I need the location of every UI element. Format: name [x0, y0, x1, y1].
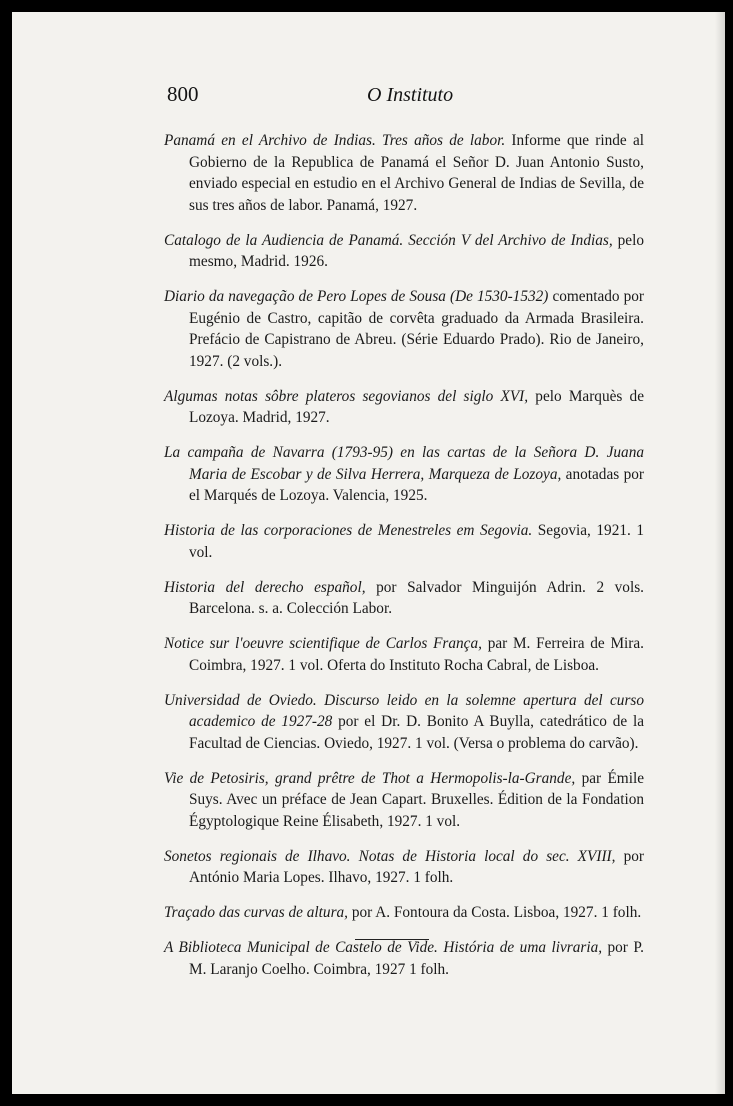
- entry-details: pelo mesmo, Madrid. 1926.: [189, 231, 644, 270]
- entry-title: Historia de las corporaciones de Menestreles em Segovia.: [164, 522, 533, 539]
- entry-title: Notice sur l'oeuvre scientifique de Carlos França,: [164, 635, 482, 652]
- entry-title: Panamá en el Archivo de Indias. Tres años de labor.: [164, 132, 506, 149]
- entry-title: Traçado das curvas de altura,: [164, 904, 348, 921]
- entry-details: pelo Marquès de Lozoya. Madrid, 1927.: [189, 387, 644, 426]
- entry-details: por António Maria Lopes. Ilhavo, 1927. 1 folh.: [189, 847, 644, 886]
- entry-details: comentado por Eugénio de Castro, capitão de corvêta graduado da Armada Brasileira. Prefácio de Capistrano de Abreu. (Série Eduardo Prado). Rio de Janeiro, 1927. (2 vols.).: [189, 288, 645, 370]
- bibliography-list: [164, 130, 644, 994]
- entry-details: por A. Fontoura da Costa. Lisboa, 1927. 1 folh.: [348, 904, 642, 921]
- entry-details: Informe que rinde al Gobierno de la Republica de Panamá el Señor D. Juan Antonio Susto, enviado especial en estudio en el Archivo General de Indias de Sevilla, de sus tres años de labor. Panamá, 1927.: [189, 132, 644, 214]
- bibliography-entry: [164, 690, 644, 755]
- entry-title: Catalogo de la Audiencia de Panamá. Sección V del Archivo de Indias,: [164, 231, 613, 249]
- bibliography-entry: [164, 937, 644, 980]
- end-rule-divider: [355, 939, 429, 940]
- entry-details: par Émile Suys. Avec un préface de Jean Capart. Bruxelles. Édition de la Fondation Égyptologique Reine Élisabeth, 1927. 1 vol.: [189, 769, 644, 830]
- entry-details: par M. Ferreira de Mira. Coimbra, 1927. 1 vol. Oferta do Instituto Rocha Cabral, de Lisboa.: [189, 635, 645, 674]
- bibliography-entry: [164, 386, 644, 429]
- bibliography-entry: [164, 442, 644, 507]
- entry-title: Universidad de Oviedo. Discurso leido en la solemne apertura del curso academico de 1927-28: [164, 691, 644, 730]
- book-page: [12, 12, 725, 1094]
- entry-title: Diario da navegação de Pero Lopes de Sousa (De 1530-1532): [164, 288, 549, 305]
- bibliography-entry: [164, 520, 644, 563]
- entry-title: Algumas notas sôbre plateros segovianos del siglo XVI,: [164, 387, 529, 405]
- page-number: 800: [167, 82, 199, 106]
- entry-details: por el Dr. D. Bonito A Buylla, catedrático de la Facultad de Ciencias. Oviedo, 1927. 1 vol. (Versa o problema do carvão).: [189, 713, 644, 752]
- entry-details: por Salvador Minguijón Adrin. 2 vols. Barcelona. s. a. Colección Labor.: [189, 578, 644, 617]
- page-header: [167, 82, 647, 112]
- bibliography-entry: [164, 286, 644, 372]
- bibliography-entry: [164, 230, 644, 273]
- entry-title: Historia del derecho español,: [164, 578, 366, 596]
- bibliography-entry: [164, 577, 644, 620]
- bibliography-entry: [164, 633, 644, 676]
- bibliography-entry: [164, 768, 644, 833]
- entry-title: A Biblioteca Municipal de Castelo de Vide. História de uma livraria,: [164, 939, 603, 956]
- entry-details: por P. M. Laranjo Coelho. Coimbra, 1927 1 folh.: [189, 939, 644, 978]
- bibliography-entry: [164, 130, 644, 216]
- bibliography-entry: [164, 846, 644, 889]
- page-edge-shadow: [715, 12, 725, 1094]
- entry-title: Sonetos regionais de Ilhavo. Notas de Historia local do sec. XVIII,: [164, 847, 616, 865]
- entry-details: anotadas por el Marqués de Lozoya. Valencia, 1925.: [189, 465, 644, 504]
- running-title: O Instituto: [367, 84, 454, 106]
- entry-title: La campaña de Navarra (1793-95) en las cartas de la Señora D. Juana Maria de Escobar y de Silva Herrera, Marqueza de Lozoya,: [164, 444, 644, 483]
- bibliography-entry: [164, 902, 644, 924]
- entry-details: Segovia, 1921. 1 vol.: [189, 522, 644, 561]
- entry-title: Vie de Petosiris, grand prêtre de Thot a Hermopolis-la-Grande,: [164, 769, 576, 787]
